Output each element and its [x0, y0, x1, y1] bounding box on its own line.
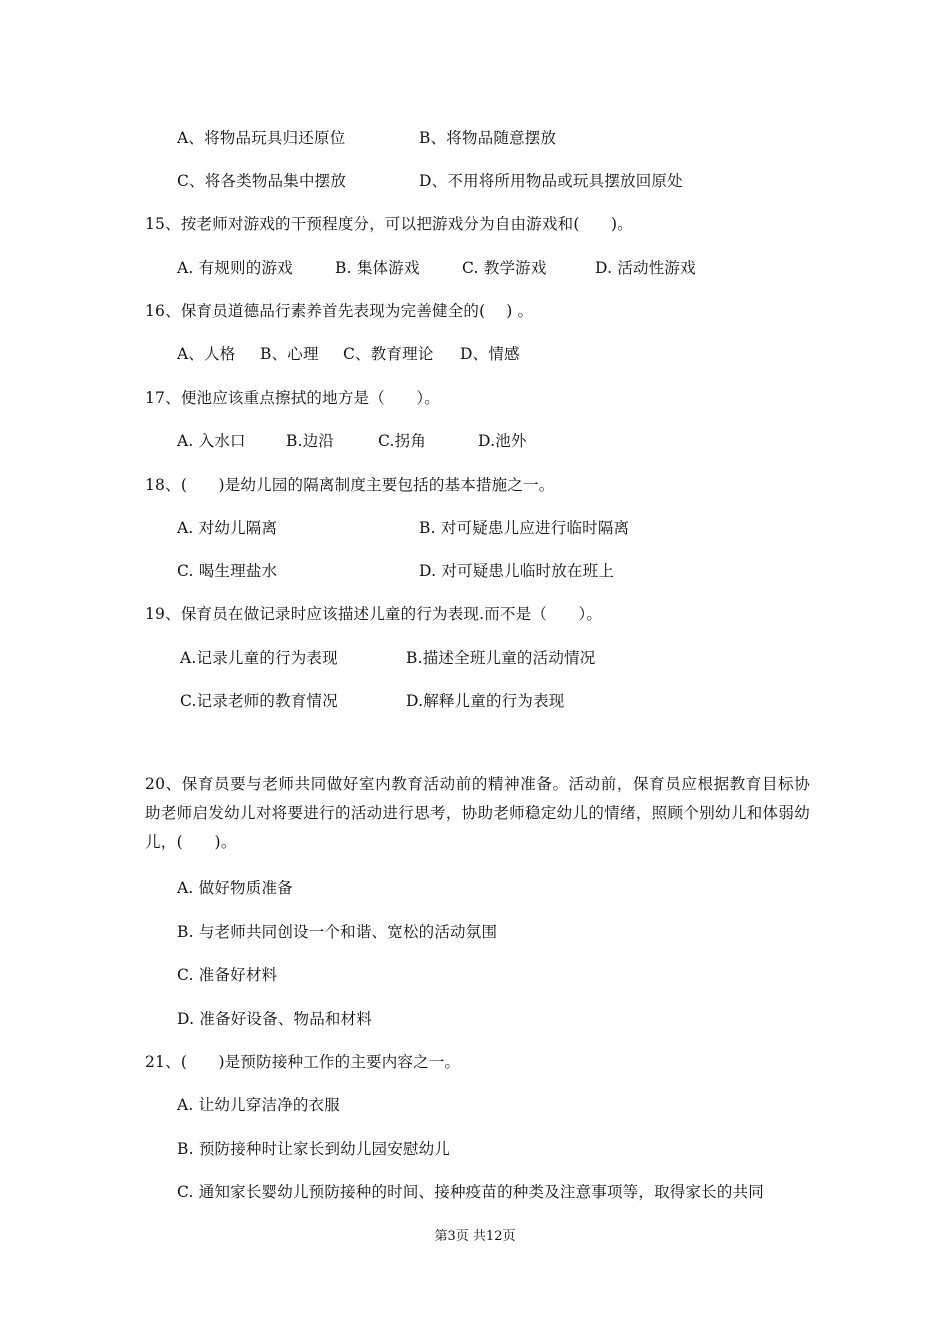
- q18-stem: 18、( )是幼儿园的隔离制度主要包括的基本措施之一。: [145, 476, 555, 494]
- q20-option-a: A. 做好物质准备: [177, 879, 293, 897]
- q17-option-a: A. 入水口: [177, 432, 246, 450]
- q19-stem: 19、保育员在做记录时应该描述儿童的行为表现.而不是（ ）。: [145, 605, 603, 623]
- q21-option-c: C. 通知家长婴幼儿预防接种的时间、接种疫苗的种类及注意事项等，取得家长的共同: [177, 1183, 764, 1201]
- q17-option-d: D.池外: [478, 432, 527, 450]
- q20-stem: 20、保育员要与老师共同做好室内教育活动前的精神准备。活动前，保育员应根据教育目标协助老师启发幼儿对将要进行的活动进行思考，协助老师稳定幼儿的情绪，照顾个别幼儿和体弱幼儿，( )。: [145, 775, 810, 851]
- q19-option-a: A.记录儿童的行为表现: [180, 649, 338, 667]
- q18-option-d: D. 对可疑患儿临时放在班上: [419, 562, 615, 580]
- q17-option-c: C.拐角: [378, 432, 427, 450]
- q21-stem: 21、( )是预防接种工作的主要内容之一。: [145, 1053, 461, 1071]
- q19-option-d: D.解释儿童的行为表现: [406, 692, 565, 710]
- page-footer: 第3页 共12页: [434, 1229, 516, 1244]
- q17-stem: 17、便池应该重点擦拭的地方是（ ）。: [145, 389, 440, 407]
- q15-option-d: D. 活动性游戏: [595, 259, 696, 277]
- q16-stem: 16、保育员道德品行素养首先表现为完善健全的( ) 。: [145, 302, 534, 320]
- q20-option-b: B. 与老师共同创设一个和谐、宽松的活动氛围: [177, 923, 498, 941]
- q16-option-c: C、教育理论: [343, 345, 434, 363]
- q14-option-c: C、将各类物品集中摆放: [177, 172, 347, 190]
- q14-option-d: D、不用将所用物品或玩具摆放回原处: [419, 172, 683, 190]
- q21-option-a: A. 让幼儿穿洁净的衣服: [177, 1096, 340, 1114]
- q14-option-b: B、将物品随意摆放: [419, 129, 557, 147]
- q18-option-b: B. 对可疑患儿应进行临时隔离: [419, 519, 630, 537]
- q14-option-a: A、将物品玩具归还原位: [177, 129, 346, 147]
- q15-stem: 15、按老师对游戏的干预程度分，可以把游戏分为自由游戏和( )。: [145, 215, 633, 233]
- q18-option-a: A. 对幼儿隔离: [177, 519, 278, 537]
- q20-option-c: C. 准备好材料: [177, 966, 278, 984]
- q16-option-a: A、人格: [177, 345, 236, 363]
- q17-option-b: B.边沿: [286, 432, 335, 450]
- q19-option-c: C.记录老师的教育情况: [180, 692, 338, 710]
- q19-option-b: B.描述全班儿童的活动情况: [406, 649, 596, 667]
- q15-option-c: C. 教学游戏: [462, 259, 547, 277]
- q16-option-d: D、情感: [460, 345, 520, 363]
- q15-option-b: B. 集体游戏: [335, 259, 420, 277]
- q20-option-d: D. 准备好设备、物品和材料: [177, 1010, 373, 1028]
- q16-option-b: B、心理: [260, 345, 319, 363]
- q21-option-b: B. 预防接种时让家长到幼儿园安慰幼儿: [177, 1140, 451, 1158]
- q18-option-c: C. 喝生理盐水: [177, 562, 278, 580]
- q15-option-a: A. 有规则的游戏: [177, 259, 293, 277]
